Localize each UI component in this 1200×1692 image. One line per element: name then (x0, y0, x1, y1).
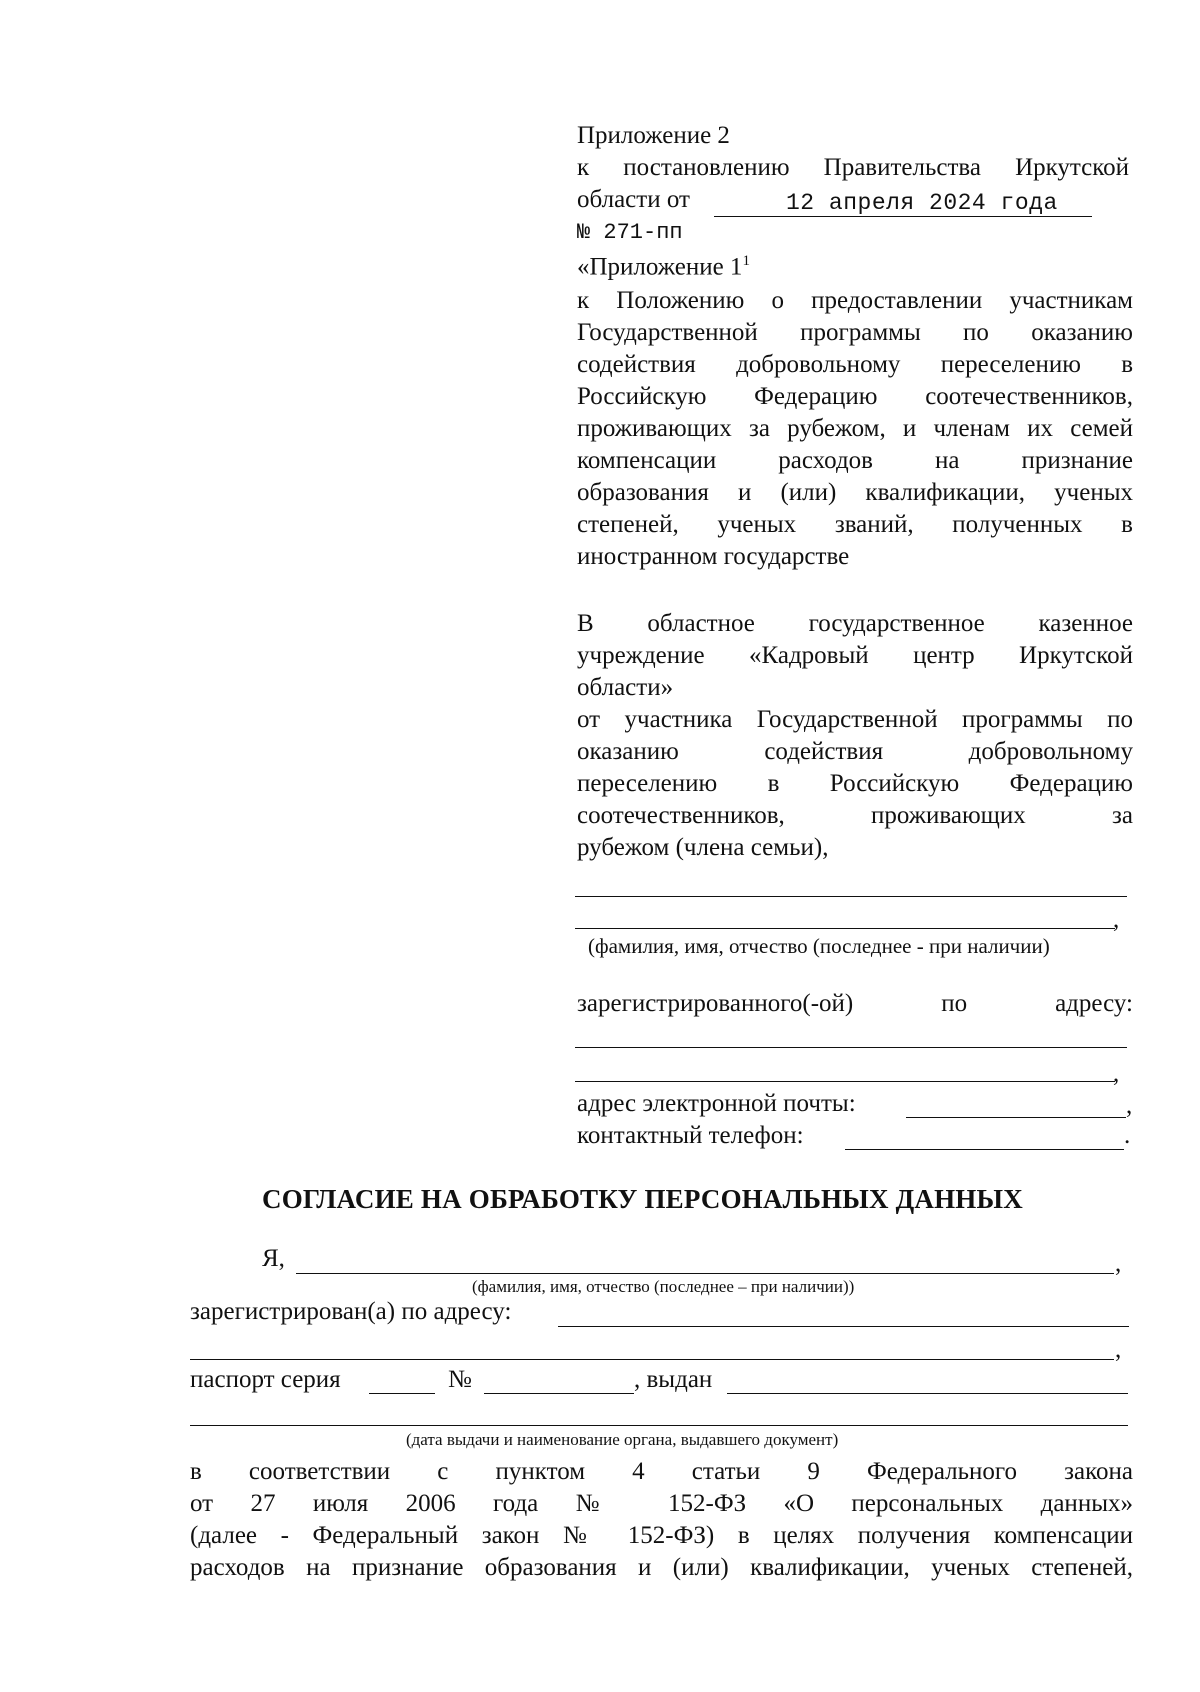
issue-caption: (дата выдачи и наименование органа, выдавшего документ) (406, 1430, 839, 1449)
i-comma: , (1115, 1250, 1122, 1277)
phone-label: контактный телефон: (577, 1122, 804, 1149)
address-comma: , (1113, 1060, 1120, 1087)
regulation-text: к Положению о предоставлении участникам Государственной программы по оказанию содействия добровольному переселению в Российскую Федерацию соотечественников, проживающих за рубежом, и членам их семей компенсации расходов на признание образования и (или) квалификации, ученых степеней, ученых званий, полученных в иностранном государстве (577, 287, 1133, 570)
passport-number-label: № (448, 1366, 472, 1393)
i-fio-line[interactable] (296, 1273, 1114, 1274)
i-fio-caption: (фамилия, имя, отчество (последнее – при наличии)) (472, 1277, 855, 1296)
registered-address-label: зарегистрированного(-ой) по адресу: (577, 990, 1133, 1017)
fio-line-1 (575, 896, 1127, 897)
consent-address-line-2[interactable] (190, 1359, 1114, 1360)
region-from-label: области от (577, 186, 690, 213)
phone-period: . (1124, 1122, 1131, 1149)
consent-title: СОГЛАСИЕ НА ОБРАБОТКУ ПЕРСОНАЛЬНЫХ ДАННЫХ (262, 1184, 1023, 1214)
consent-registered-label: зарегистрирован(а) по адресу: (190, 1298, 512, 1325)
passport-series-label: паспорт серия (190, 1366, 341, 1393)
fio-line-2 (575, 928, 1115, 929)
address-line-1 (575, 1047, 1127, 1048)
consent-address-line-1[interactable] (558, 1326, 1129, 1327)
email-field-line[interactable] (906, 1117, 1126, 1118)
resolution-line: к постановлению Правительства Иркутской (577, 154, 1129, 181)
date-underline (714, 216, 1092, 217)
consent-address-comma: , (1115, 1336, 1122, 1363)
resolution-date: 12 апреля 2024 года (786, 190, 1058, 216)
issued-label: , выдан (634, 1366, 713, 1393)
issued-by-field-1[interactable] (727, 1393, 1128, 1394)
fio-comma: , (1113, 906, 1120, 933)
passport-series-field[interactable] (369, 1393, 435, 1394)
appendix-label: Приложение 2 (577, 122, 730, 149)
fio-caption: (фамилия, имя, отчество (последнее - при наличии) (588, 934, 1050, 958)
issued-by-field-2[interactable] (190, 1425, 1128, 1426)
addressee-text: В областное государственное казенное учреждение «Кадровый центр Иркутской области» от участника Государственной программы по оказанию содействия добровольному переселению в Российскую Федерацию соотечественников, проживающих за рубежом (члена семьи), (577, 610, 1133, 861)
consent-body-text: в соответствии с пунктом 4 статьи 9 Федерального закона от 27 июля 2006 года № 152-ФЗ «О персональных данных» (далее - Федеральный закон № 152-ФЗ) в целях получения компенсации расходов на признание образования и (или) квалификации, ученых степеней, (190, 1458, 1133, 1581)
appendix-1-1-label: «Приложение $1^1$ (577, 253, 750, 281)
address-line-2 (575, 1081, 1115, 1082)
i-label: Я, (262, 1245, 285, 1272)
phone-field-line[interactable] (845, 1149, 1124, 1150)
resolution-number: № 271-пп (577, 220, 683, 245)
email-label: адрес электронной почты: (577, 1090, 856, 1117)
passport-number-field[interactable] (484, 1393, 634, 1394)
email-comma: , (1126, 1092, 1133, 1119)
